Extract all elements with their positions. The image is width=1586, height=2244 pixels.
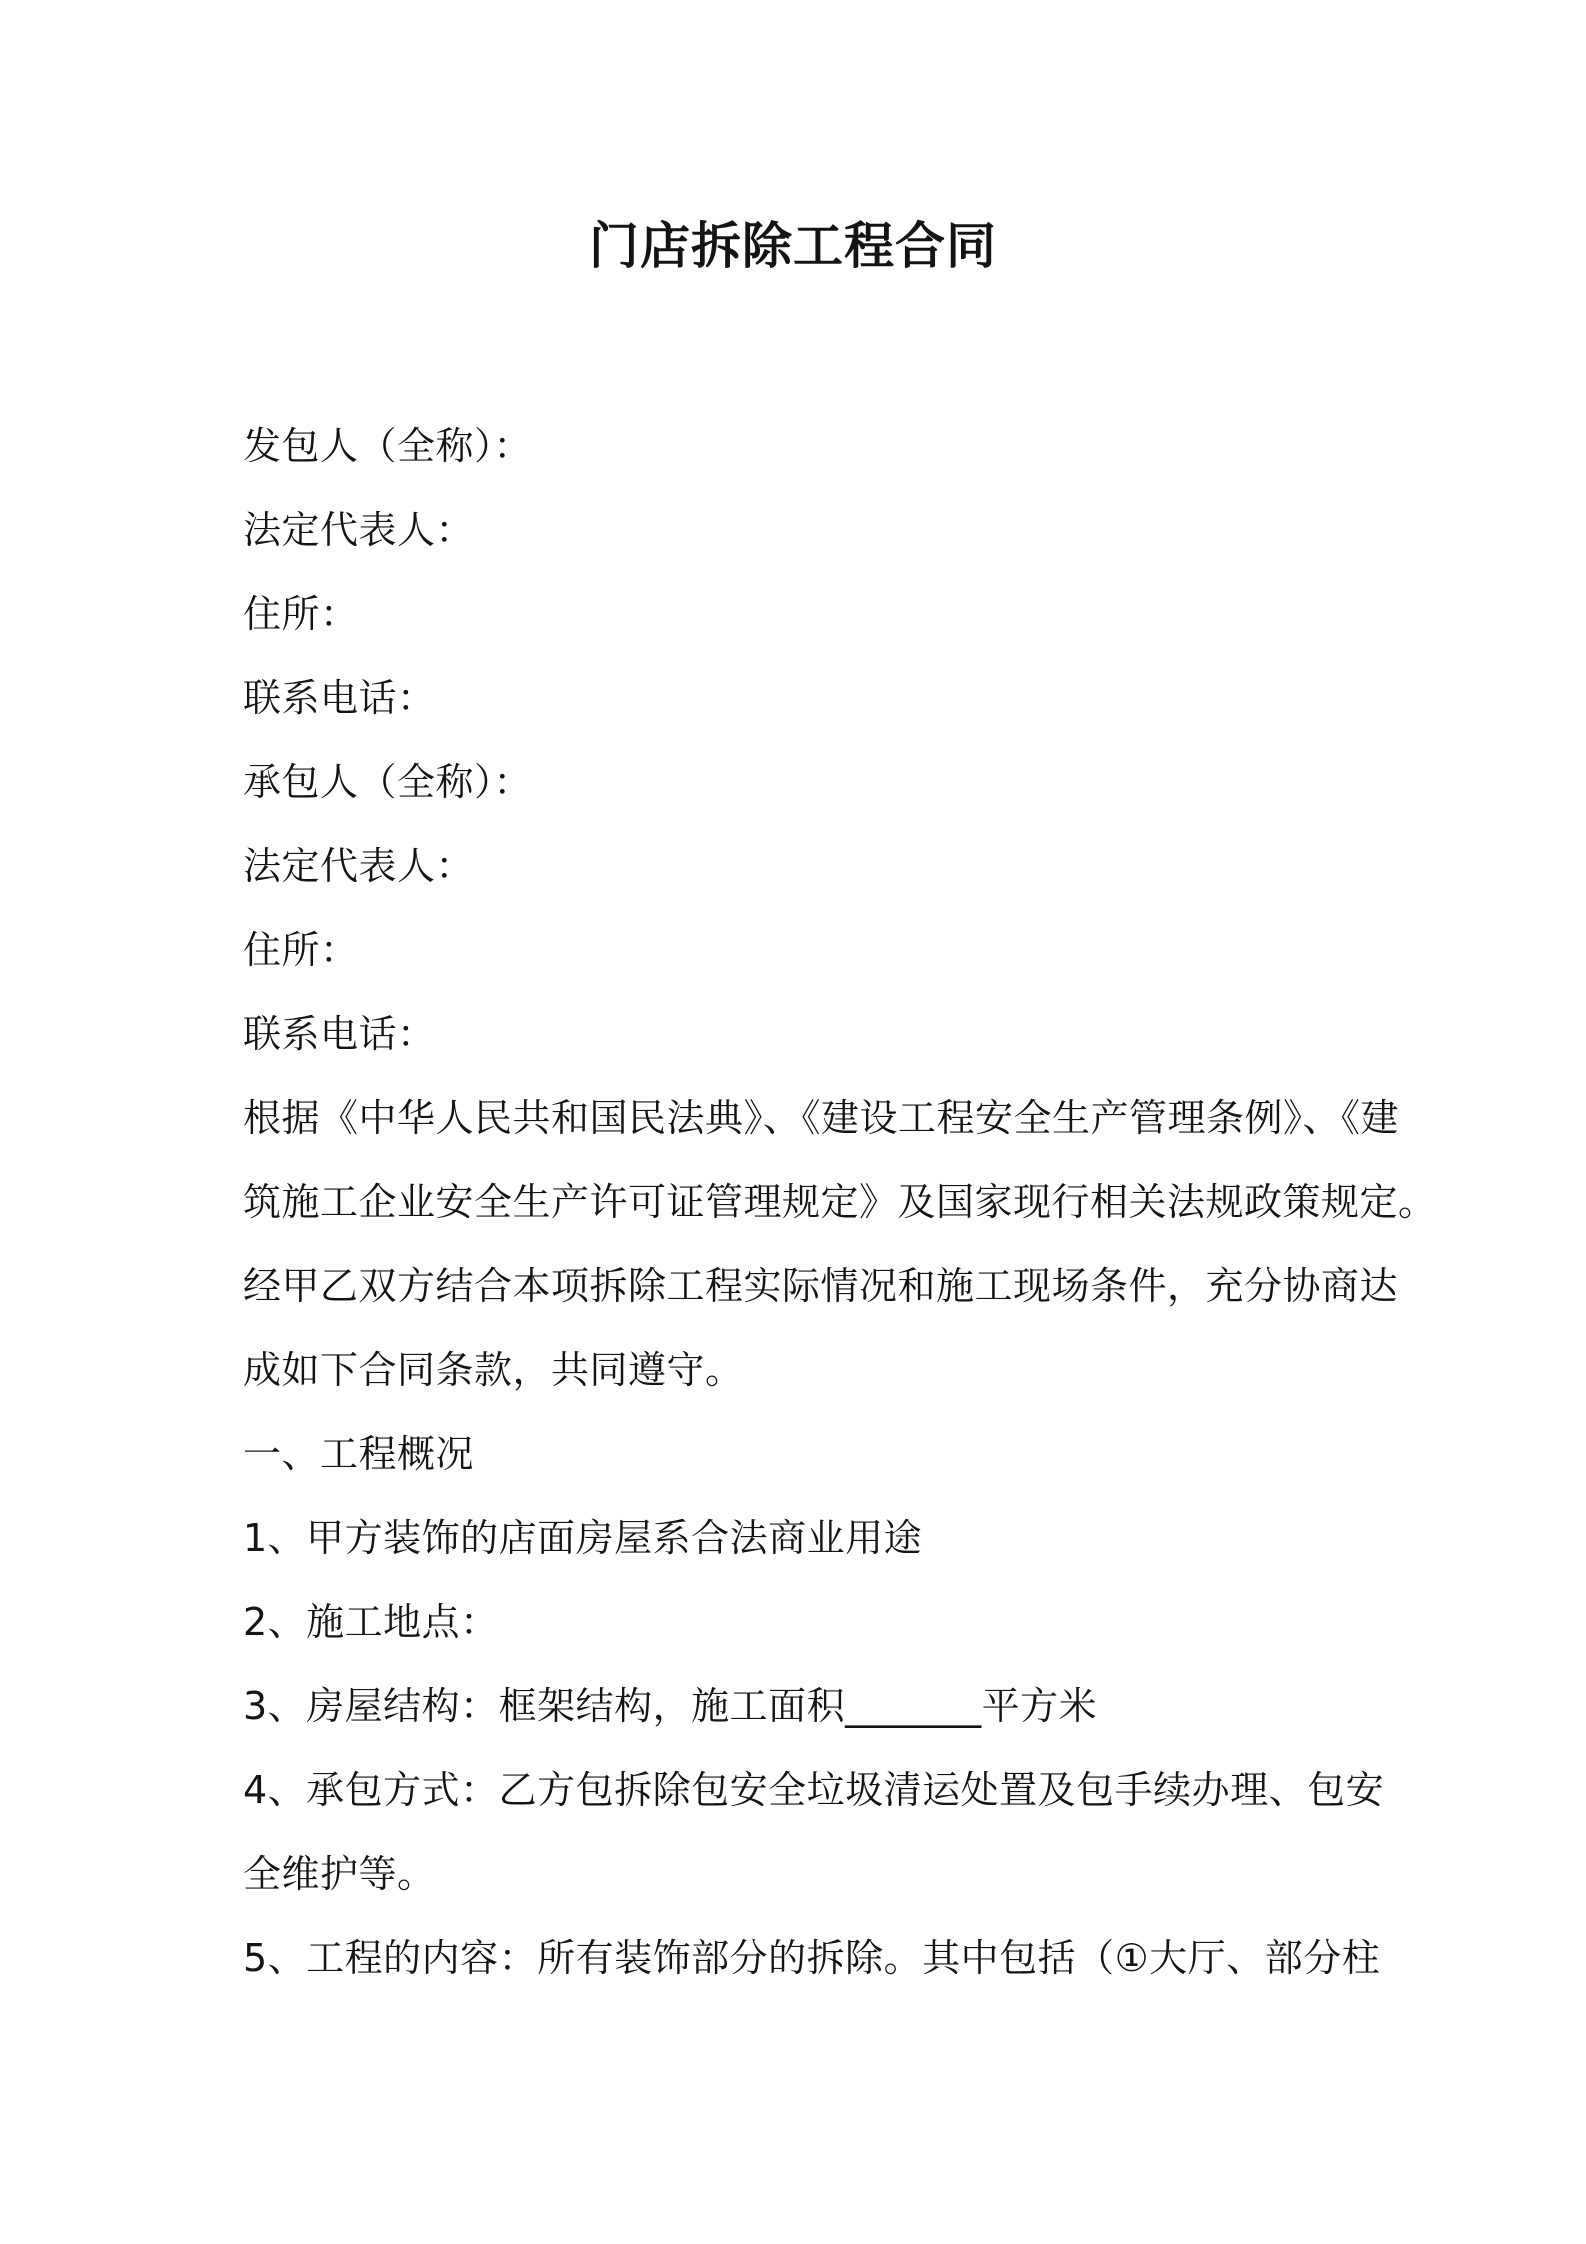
employer-legal-rep-line: 法定代表人：	[243, 508, 475, 552]
clause-line: 5、工程的内容：所有装饰部分的拆除。其中包括（①大厅、部分柱	[243, 1936, 1381, 1980]
preamble-line: 筑施工企业安全生产许可证管理规定》及国家现行相关法规政策规定。	[243, 1180, 1437, 1224]
employer-address-line: 住所：	[243, 592, 359, 636]
document-title: 门店拆除工程合同	[589, 217, 997, 275]
preamble-line: 经甲乙双方结合本项拆除工程实际情况和施工现场条件，充分协商达	[243, 1264, 1399, 1308]
contractor-address-line: 住所：	[243, 928, 359, 972]
clause-line: 1、甲方装饰的店面房屋系合法商业用途	[243, 1516, 923, 1560]
employer-phone-line: 联系电话：	[243, 676, 436, 720]
contractor-name-line: 承包人（全称）：	[243, 760, 533, 804]
employer-name-line: 发包人（全称）：	[243, 424, 533, 468]
preamble-line: 成如下合同条款，共同遵守。	[243, 1348, 744, 1392]
preamble-line: 根据《中华人民共和国民法典》、《建设工程安全生产管理条例》、《建	[243, 1096, 1400, 1140]
clause-line: 2、施工地点：	[243, 1600, 499, 1644]
contractor-legal-rep-line: 法定代表人：	[243, 844, 475, 888]
contractor-phone-line: 联系电话：	[243, 1012, 436, 1056]
clause-line: 3、房屋结构：框架结构，施工面积_______平方米	[243, 1684, 1098, 1728]
clause-line: 全维护等。	[243, 1852, 436, 1896]
section-heading: 一、工程概况	[243, 1432, 475, 1476]
clause-line: 4、承包方式：乙方包拆除包安全垃圾清运处置及包手续办理、包安	[243, 1768, 1385, 1812]
document-body	[243, 404, 1437, 2000]
